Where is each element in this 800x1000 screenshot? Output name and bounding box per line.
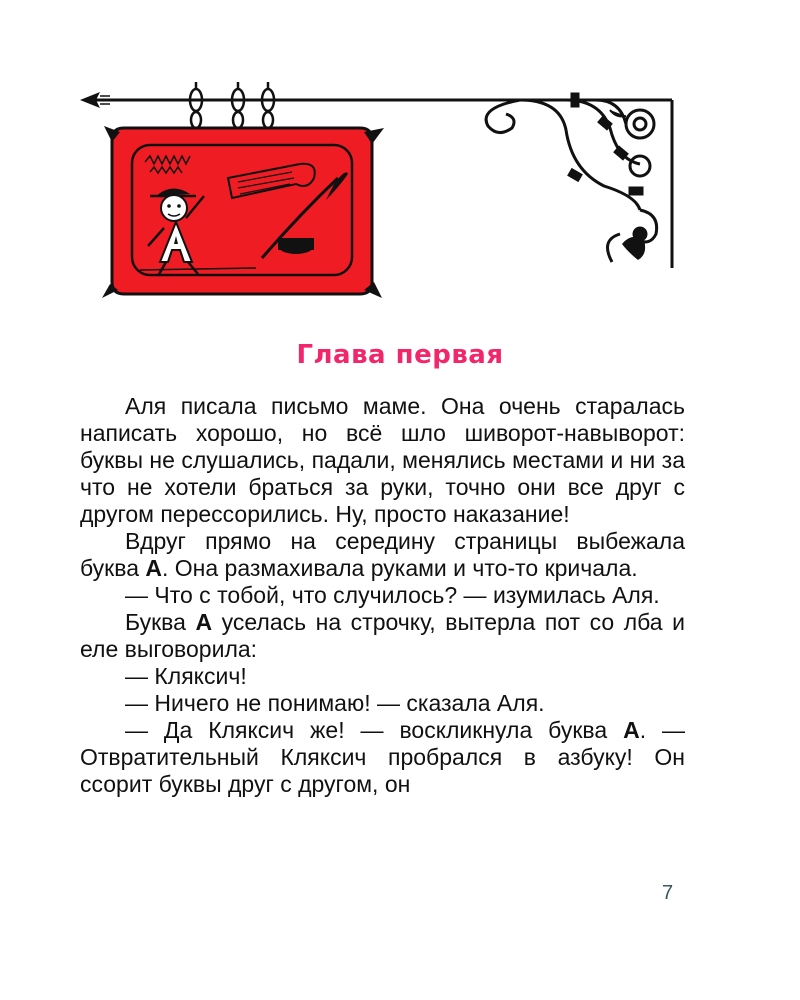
paragraph: [80, 393, 685, 528]
paragraph-text: . Она размахивала руками и что-то кричала.: [162, 555, 638, 581]
page-number: 7: [662, 882, 674, 904]
paragraph-text: уселась на строчку, вытерла пот со лба и еле выговорила:: [80, 609, 685, 662]
paragraph-text: — Ничего не понимаю! — сказала Аля.: [125, 690, 545, 716]
paragraph-text: Вдруг прямо на середину страницы выбежала буква: [80, 528, 685, 581]
bold-letter: А: [145, 555, 162, 581]
chapter-illustration: [0, 0, 800, 310]
paragraph: [80, 528, 685, 582]
paragraph: [80, 582, 685, 609]
story-text: [80, 393, 685, 798]
paragraph: [80, 663, 685, 690]
chapter-title: Глава первая: [296, 340, 504, 370]
paragraph: [80, 690, 685, 717]
paragraph-text: — Кляксич!: [125, 663, 247, 689]
paragraph: [80, 717, 685, 798]
paragraph-text: — Да Кляксич же! — воскликнула буква: [125, 717, 624, 743]
red-sign: [102, 126, 384, 298]
bold-letter: А: [623, 717, 640, 743]
paragraph: [80, 609, 685, 663]
paragraph-text: Буква: [125, 609, 196, 635]
hanging-rod: [80, 92, 672, 108]
paragraph-text: Аля писала письмо маме. Она очень старалась написать хорошо, но всё шло шиворот-навыворот: буквы не слушались, падали, менялись местами и ни за что не хотели браться за руки, точно они все друг с другом перессорились. Ну, просто наказание!: [80, 393, 685, 527]
paragraph-text: — Что с тобой, что случилось? — изумилась Аля.: [125, 582, 660, 608]
bold-letter: А: [195, 609, 213, 635]
chain-links: [190, 82, 274, 128]
paragraph-text: . — Отвратительный Кляксич пробрался в азбуку! Он ссорит буквы друг с другом, он: [80, 717, 685, 797]
bracket-leaf: [622, 237, 645, 260]
